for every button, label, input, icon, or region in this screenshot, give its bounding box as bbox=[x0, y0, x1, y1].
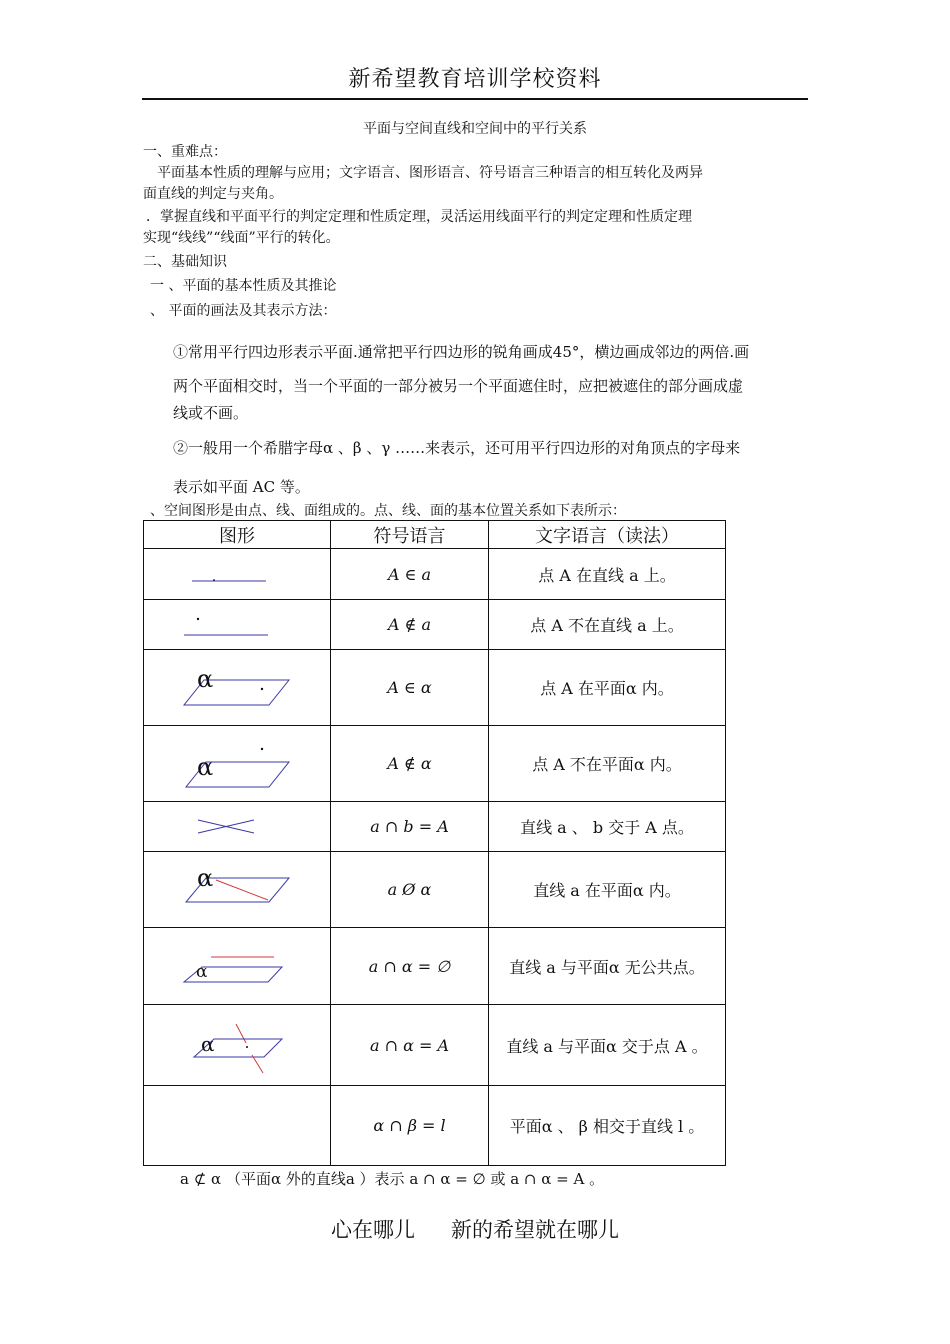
table-row bbox=[144, 1005, 726, 1086]
figure-point-off-plane bbox=[144, 726, 331, 802]
symbol-cell: α ∩ β = l bbox=[331, 1086, 489, 1166]
section1-para2-line1: ．掌握直线和平面平行的判定定理和性质定理，灵活运用线面平行的判定定理和性质定理 bbox=[146, 209, 692, 225]
table-row bbox=[144, 928, 726, 1005]
header-title: 新希望教育培训学校资料 bbox=[348, 67, 602, 92]
para1-line3: 线或不画。 bbox=[173, 404, 249, 422]
symbol-cell: a Ø α bbox=[331, 852, 489, 928]
subsection2: 、 平面的画法及其表示方法： bbox=[150, 303, 337, 319]
figure-line-in-plane bbox=[144, 852, 331, 928]
table-row bbox=[144, 852, 726, 928]
text-cell: 点 A 不在平面α 内。 bbox=[489, 726, 726, 802]
table-row bbox=[144, 726, 726, 802]
subsection1: 一 、平面的基本性质及其推论 bbox=[150, 278, 337, 294]
symbol-cell: a ∩ b = A bbox=[331, 802, 489, 852]
symbol-cell: A ∈ a bbox=[331, 549, 489, 600]
footer-left: 心在哪儿 bbox=[331, 1218, 415, 1242]
header-symbol: 符号语言 bbox=[331, 521, 489, 549]
section1-para2-line2: 实现“线线”“线面”平行的转化。 bbox=[143, 230, 340, 246]
text-cell: 点 A 在平面α 内。 bbox=[489, 650, 726, 726]
header-figure: 图形 bbox=[144, 521, 331, 549]
para2-line1: ②一般用一个希腊字母α 、β 、γ ……来表示，还可用平行四边形的对角顶点的字母来 bbox=[173, 439, 741, 457]
text-cell: 直线 a 与平面α 交于点 A 。 bbox=[489, 1005, 726, 1086]
footer-slogan bbox=[0, 1214, 950, 1244]
section1-para1-line1: 平面基本性质的理解与应用；文字语言、图形语言、符号语言三种语言的相互转化及两异 bbox=[157, 165, 703, 181]
figure-point-in-plane bbox=[144, 650, 331, 726]
table-row bbox=[144, 1086, 726, 1166]
symbol-cell: A ∈ α bbox=[331, 650, 489, 726]
plane-alpha-label: α bbox=[197, 753, 214, 781]
footer-right: 新的希望就在哪儿 bbox=[451, 1218, 619, 1242]
symbol-cell: a ∩ α = A bbox=[331, 1005, 489, 1086]
header-rule bbox=[142, 98, 808, 100]
para1-line1: ①常用平行四边形表示平面.通常把平行四边形的锐角画成45°，横边画成邻边的两倍.画 bbox=[173, 343, 750, 361]
figure-planes-intersect bbox=[144, 1086, 331, 1166]
para3: 、空间图形是由点、线、面组成的。点、线、面的基本位置关系如下表所示： bbox=[150, 503, 626, 519]
table-header-row bbox=[144, 521, 726, 549]
figure-line-crossing-plane bbox=[144, 1005, 331, 1086]
table-row bbox=[144, 549, 726, 600]
para2-line2: 表示如平面 AC 等。 bbox=[173, 478, 310, 496]
section2-heading: 二、基础知识 bbox=[143, 254, 227, 270]
plane-alpha-label: α bbox=[201, 1032, 215, 1056]
text-cell: 点 A 在直线 a 上。 bbox=[489, 549, 726, 600]
table-row bbox=[144, 802, 726, 852]
symbol-cell: A ∉ a bbox=[331, 600, 489, 650]
figure-line-parallel-plane bbox=[144, 928, 331, 1005]
figure-intersecting-lines bbox=[144, 802, 331, 852]
section1-para1-line2: 面直线的判定与夹角。 bbox=[143, 186, 283, 202]
plane-alpha-label: α bbox=[197, 665, 214, 693]
header-text: 文字语言（读法） bbox=[489, 521, 726, 549]
plane-alpha-label: α bbox=[197, 864, 214, 892]
relations-table bbox=[143, 520, 726, 1166]
plane-alpha-label: α bbox=[196, 962, 208, 982]
doc-title: 平面与空间直线和空间中的平行关系 bbox=[363, 121, 587, 137]
table-row bbox=[144, 600, 726, 650]
section1-heading: 一、重难点： bbox=[143, 144, 227, 160]
text-cell: 平面α 、 β 相交于直线 l 。 bbox=[489, 1086, 726, 1166]
para1-line2: 两个平面相交时，当一个平面的一部分被另一个平面遮住时，应把被遮住的部分画成虚 bbox=[173, 377, 744, 395]
table-row bbox=[144, 650, 726, 726]
text-cell: 直线 a 与平面α 无公共点。 bbox=[489, 928, 726, 1005]
text-cell: 点 A 不在直线 a 上。 bbox=[489, 600, 726, 650]
note-line: a ⊄ α （平面α 外的直线a ）表示 a ∩ α = ∅ 或 a ∩ α = A 。 bbox=[180, 1170, 605, 1188]
figure-point-on-line bbox=[144, 549, 331, 600]
text-cell: 直线 a 、 b 交于 A 点。 bbox=[489, 802, 726, 852]
text-cell: 直线 a 在平面α 内。 bbox=[489, 852, 726, 928]
symbol-cell: A ∉ α bbox=[331, 726, 489, 802]
symbol-cell: a ∩ α = ∅ bbox=[331, 928, 489, 1005]
figure-point-off-line bbox=[144, 600, 331, 650]
